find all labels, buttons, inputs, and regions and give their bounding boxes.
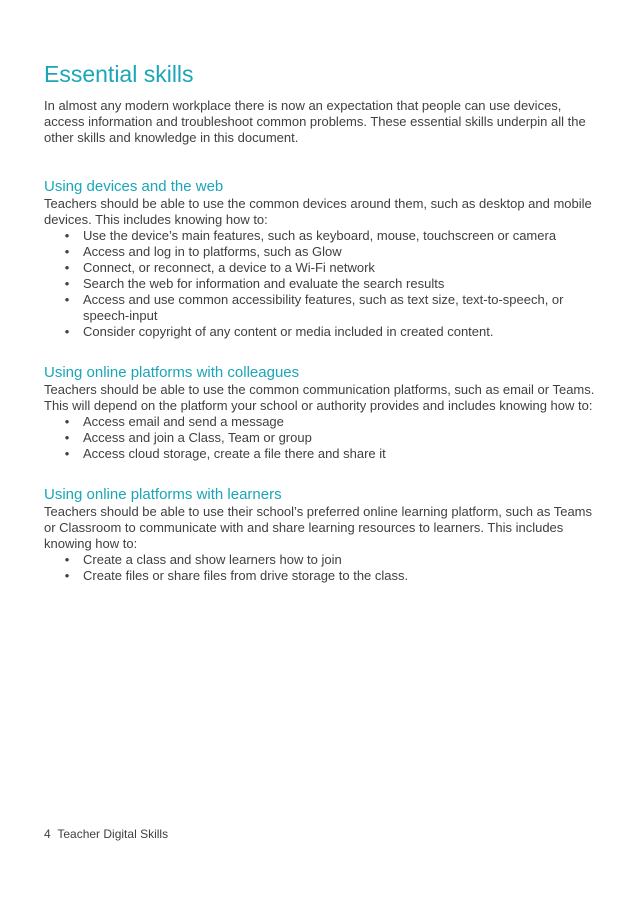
bullet-icon: • [64,324,70,339]
list-item-text: Access and join a Class, Team or group [83,430,312,445]
list-item-text: Access email and send a message [83,414,284,429]
bullet-icon: • [64,414,70,429]
list-item-text: Create files or share files from drive storage to the class. [83,568,409,583]
document-title: Teacher Digital Skills [57,827,169,841]
list-item [64,568,604,584]
section-text: Teachers should be able to use their school’s preferred online learning platform, such as Teams or Classroom to communicate with and share learning resources to learners. This includes knowing how to: [44,504,592,551]
bullet-list [44,414,604,462]
list-item [64,228,604,244]
list-item [64,324,604,340]
list-item-text: Access and log in to platforms, such as Glow [83,244,342,259]
list-item [64,260,604,276]
bullet-list [44,228,604,340]
section-heading: Using online platforms with learners [44,486,282,503]
bullet-icon: • [64,568,70,583]
page-title: Essential skills [44,61,194,87]
section-online-platforms-colleagues [44,364,604,462]
list-item [64,430,604,446]
bullet-icon: • [64,446,70,461]
bullet-icon: • [64,244,70,259]
list-item-text: Connect, or reconnect, a device to a Wi-Fi network [83,260,375,275]
list-item-text: Access and use common accessibility features, such as text size, text-to-speech, or speech-input [83,292,564,323]
bullet-icon: • [64,292,70,307]
section-text: Teachers should be able to use the common communication platforms, such as email or Teams. This will depend on the platform your school or authority provides and includes knowing how to: [44,382,595,413]
section-using-devices [44,178,604,340]
section-online-platforms-learners [44,486,604,584]
list-item [64,446,604,462]
list-item [64,414,604,430]
list-item [64,276,604,292]
list-item [64,292,583,324]
list-item-text: Create a class and show learners how to join [83,552,342,567]
page-number: 4 [44,827,51,841]
list-item-text: Search the web for information and evaluate the search results [83,276,445,291]
section-heading: Using devices and the web [44,178,224,195]
bullet-icon: • [64,430,70,445]
intro-paragraph: In almost any modern workplace there is now an expectation that people can use devices, access information and troubleshoot common problems. These essential skills underpin all the other skills and knowledge in this document. [44,98,586,145]
list-item [64,552,604,568]
bullet-icon: • [64,276,70,291]
list-item-text: Access cloud storage, create a file there and share it [83,446,386,461]
bullet-icon: • [64,260,70,275]
bullet-list [44,552,604,584]
section-text: Teachers should be able to use the common devices around them, such as desktop and mobile devices. This includes knowing how to: [44,196,592,227]
list-item [64,244,604,260]
bullet-icon: • [64,228,70,243]
bullet-icon: • [64,552,70,567]
list-item-text: Consider copyright of any content or media included in created content. [83,324,494,339]
page-footer [44,826,168,842]
section-heading: Using online platforms with colleagues [44,364,300,381]
list-item-text: Use the device’s main features, such as keyboard, mouse, touchscreen or camera [83,228,557,243]
